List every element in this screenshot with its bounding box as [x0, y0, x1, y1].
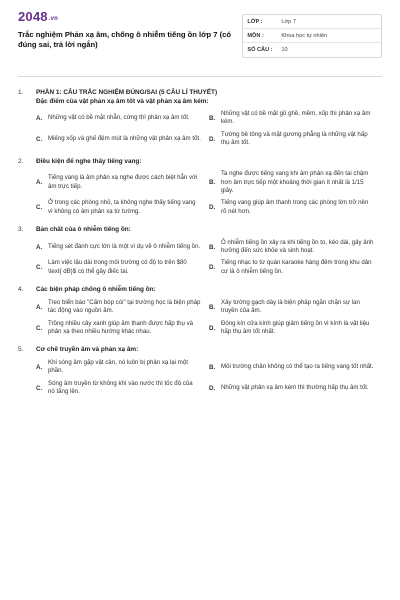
option-text: Những vật có bề mặt nhẵn, cứng thì phản xạ âm tốt.: [48, 114, 190, 122]
options: [18, 239, 382, 277]
option-b[interactable]: [209, 110, 382, 127]
option-letter: A.: [36, 243, 43, 251]
question-text: Bản chất của ô nhiễm tiếng ồn:: [36, 226, 131, 234]
question-number: 3.: [18, 226, 24, 234]
question-number: 5.: [18, 346, 24, 354]
option-letter: A.: [36, 303, 43, 311]
section-title: PHẦN 1: CÂU TRẮC NGHIỆM ĐÚNG/SAI (5 CÂU LÍ THUYẾT): [36, 89, 218, 96]
option-letter: C.: [36, 204, 43, 212]
option-letter: A.: [36, 114, 43, 122]
option-d[interactable]: [209, 380, 382, 397]
option-letter: D.: [209, 135, 216, 143]
option-letter: B.: [209, 179, 216, 187]
option-text: Đóng kín cửa kính giúp giảm tiếng ồn vì kính là vật liệu hấp thụ âm tốt nhất.: [221, 319, 370, 335]
question-list: [18, 89, 382, 397]
meta-value: Khoa học tự nhiên: [281, 32, 328, 39]
option-row: [36, 259, 382, 276]
option-row: [36, 170, 382, 195]
option-letter: C.: [36, 384, 43, 392]
option-a[interactable]: [36, 359, 209, 376]
option-d[interactable]: [209, 320, 382, 337]
option-a[interactable]: [36, 170, 209, 195]
option-b[interactable]: [209, 299, 382, 316]
question-heading: [18, 226, 382, 235]
option-text: Miếng xốp và ghế đệm mút là những vật phản xạ âm tốt.: [48, 135, 201, 143]
question-heading: [18, 89, 382, 98]
option-c[interactable]: [36, 320, 209, 337]
question-number: 2.: [18, 157, 24, 165]
option-b[interactable]: [209, 170, 382, 195]
meta-value: Lớp 7: [281, 18, 296, 25]
option-letter: B.: [209, 114, 216, 122]
option-d[interactable]: [209, 199, 382, 216]
option-letter: D.: [209, 204, 216, 212]
option-text: Khi sóng âm gặp vật cản, nó luôn bị phản xạ lại một phần.: [48, 358, 188, 375]
option-c[interactable]: [36, 380, 209, 397]
question-3: [18, 226, 382, 276]
option-text: Ở trong các phòng nhỏ, ta không nghe thấy tiếng vang vì không có âm phản xạ từ tường.: [48, 199, 196, 215]
option-row: [36, 239, 382, 256]
option-text: Những vật phản xạ âm kém thì thường hấp thụ âm tốt.: [221, 383, 369, 391]
question-2: [18, 158, 382, 217]
options: [18, 359, 382, 397]
option-text: Tiếng sét đánh cực lớn là một ví dụ về ô nhiễm tiếng ồn.: [48, 242, 201, 250]
option-letter: B.: [209, 363, 216, 371]
option-row: [36, 110, 382, 127]
question-1: [18, 89, 382, 148]
header: [18, 10, 382, 68]
question-number: 4.: [18, 286, 24, 294]
option-text: Tiếng nhạc to từ quán karaoke hàng đêm trong khu dân cư là ô nhiễm tiếng ồn.: [221, 259, 372, 275]
option-text: Tiếng vang là âm phản xạ nghe được cách biệt hẳn với âm trực tiếp.: [48, 174, 198, 190]
option-a[interactable]: [36, 239, 209, 256]
option-a[interactable]: [36, 299, 209, 316]
meta-table: [242, 14, 382, 58]
site-logo[interactable]: 2048.vn: [18, 9, 59, 24]
meta-key: MÔN :: [247, 32, 264, 39]
question-5: [18, 346, 382, 396]
question-heading: [18, 158, 382, 167]
meta-value: 10: [281, 47, 288, 53]
option-row: [36, 131, 382, 148]
header-divider: [18, 76, 382, 77]
question-heading: [18, 286, 382, 295]
options: [18, 299, 382, 337]
question-text: Cơ chế truyền âm và phản xạ âm:: [36, 346, 139, 354]
meta-key: LỚP :: [247, 18, 263, 25]
option-letter: D.: [209, 324, 216, 332]
question-4: [18, 286, 382, 336]
options: [18, 170, 382, 216]
option-row: [36, 199, 382, 216]
meta-row-grade: [243, 15, 381, 29]
options: [18, 110, 382, 148]
option-text: Sóng âm truyền từ không khí vào nước thì tốc độ của nó tăng lên.: [48, 379, 193, 396]
option-letter: B.: [209, 303, 216, 311]
option-letter: C.: [36, 264, 43, 272]
option-letter: D.: [209, 384, 216, 392]
option-text: Môi trường chân không có thể tạo ra tiếng vang tốt nhất.: [221, 363, 374, 371]
option-text: Ta nghe được tiếng vang khi âm phản xạ đến tai chậm hơn âm trực tiếp một khoảng thời gian ít nhất là 1/15 giây.: [221, 170, 369, 194]
question-text: Điều kiện để nghe thấy tiếng vang:: [36, 157, 142, 165]
brand-block: [18, 10, 242, 50]
meta-row-count: [243, 43, 381, 57]
option-text: Xây tường gạch dày là biện pháp ngăn chặn sự lan truyền của âm.: [221, 298, 360, 315]
question-number: 1.: [18, 89, 24, 96]
option-c[interactable]: [36, 259, 209, 276]
meta-key: SỐ CÂU :: [247, 47, 273, 53]
option-text: Làm việc lâu dài trong môi trường có độ to trên $80 \text{ dB}$ có thể gây điếc tai.: [48, 259, 187, 275]
option-letter: A.: [36, 179, 43, 187]
option-d[interactable]: [209, 259, 382, 276]
option-text: Tiếng vang giúp âm thanh trong các phòng lớn trở nên rõ nét hơn.: [221, 199, 369, 215]
option-d[interactable]: [209, 131, 382, 148]
option-letter: D.: [209, 264, 216, 272]
meta-row-subject: [243, 29, 381, 43]
question-text: Đặc điểm của vật phản xạ âm tốt và vật phản xạ âm kém:: [36, 97, 209, 105]
option-a[interactable]: [36, 110, 209, 127]
option-letter: C.: [36, 324, 43, 332]
option-b[interactable]: [209, 359, 382, 376]
document-title: Trắc nghiệm Phản xạ âm, chống ô nhiễm tiếng ồn lớp 7 (có đúng sai, trả lời ngắn): [18, 30, 231, 49]
option-text: Những vật có bề mặt gồ ghề, mềm, xốp thì phản xạ âm kém.: [221, 110, 371, 126]
option-c[interactable]: [36, 131, 209, 148]
option-c[interactable]: [36, 199, 209, 216]
option-text: Trồng nhiều cây xanh giúp âm thanh được hấp thụ và phản xạ theo nhiều hướng khác nhau.: [48, 319, 194, 335]
option-letter: B.: [209, 243, 216, 251]
option-row: [36, 380, 382, 397]
option-letter: A.: [36, 363, 43, 371]
option-row: [36, 359, 382, 376]
option-text: Ô nhiễm tiếng ồn xảy ra khi tiếng ồn to, kéo dài, gây ảnh hưởng đến sức khỏe và sinh hoạt.: [221, 238, 374, 255]
question-heading: [18, 346, 382, 355]
question-text: Các biện pháp chống ô nhiễm tiếng ồn:: [36, 286, 156, 294]
option-text: Treo biển báo "Cấm bóp còi" tại trường học là biện pháp tác động vào nguồn âm.: [48, 298, 201, 315]
option-b[interactable]: [209, 239, 382, 256]
option-row: [36, 299, 382, 316]
option-text: Tường bê tông và mặt gương phẳng là những vật hấp thụ âm tốt.: [221, 130, 368, 147]
option-row: [36, 320, 382, 337]
option-letter: C.: [36, 135, 43, 143]
